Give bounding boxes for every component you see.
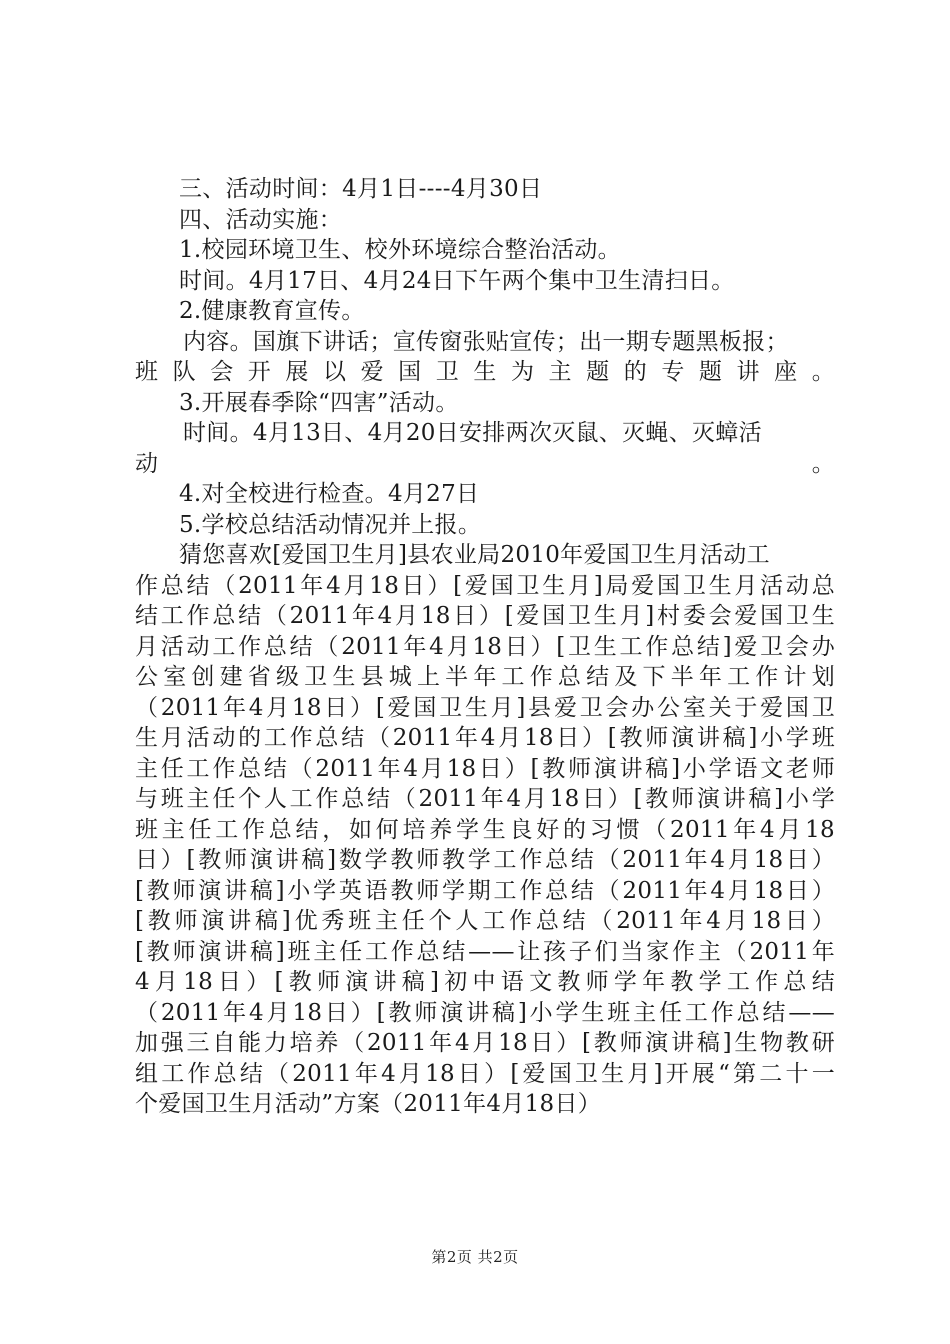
text-line: 3.开展春季除“四害”活动。 [179, 389, 459, 416]
text-line: 生月活动的工作总结（2011年4月18日）[教师演讲稿]小学班 [135, 725, 835, 751]
text-line: 2.健康教育宣传。 [179, 298, 365, 324]
text-line: [教师演讲稿]优秀班主任个人工作总结（2011年4月18日） [135, 908, 835, 934]
text-line: 三、活动时间：4月1日----4月30日 [179, 176, 543, 202]
page-footer [0, 1246, 950, 1267]
text-line: 月活动工作总结（2011年4月18日）[卫生工作总结]爱卫会办 [135, 633, 835, 660]
text-line: 班主任工作总结，如何培养学生良好的习惯（2011年4月18 [135, 816, 835, 843]
text-line: 班队会开展以爱国卫生为主题的专题讲座。 [135, 359, 835, 385]
text-line: 时间。4月13日、4月20日安排两次灭鼠、灭蝇、灭蟑活 [183, 420, 762, 446]
text-line: 动。 [135, 450, 835, 477]
text-line: （2011年4月18日）[教师演讲稿]小学生班主任工作总结—— [135, 999, 835, 1026]
text-line: 日）[教师演讲稿]数学教师教学工作总结（2011年4月18日） [135, 847, 835, 873]
text-line: 结工作总结（2011年4月18日）[爱国卫生月]村委会爱国卫生 [135, 603, 835, 629]
text-line: 与班主任个人工作总结（2011年4月18日）[教师演讲稿]小学 [135, 786, 835, 812]
text-line: 时间。4月17日、4月24日下午两个集中卫生清扫日。 [179, 267, 735, 294]
text-line: [教师演讲稿]班主任工作总结——让孩子们当家作主（2011年 [135, 938, 835, 965]
text-line: 公室创建省级卫生县城上半年工作总结及下半年工作计划 [135, 664, 835, 690]
text-line: 5.学校总结活动情况并上报。 [179, 511, 482, 538]
text-line: 4月18日）[教师演讲稿]初中语文教师学年教学工作总结 [135, 969, 835, 995]
text-line: 猜您喜欢[爱国卫生月]县农业局2010年爱国卫生月活动工 [179, 542, 770, 568]
text-line: 四、活动实施： [179, 206, 343, 233]
text-line: 内容。国旗下讲话；宣传窗张贴宣传；出一期专题黑板报； [183, 328, 789, 355]
document-body [135, 174, 835, 1120]
text-line: 1.校园环境卫生、校外环境综合整治活动。 [179, 237, 621, 263]
page-number: 第2页 共2页 [431, 1248, 519, 1266]
text-line: 组工作总结（2011年4月18日）[爱国卫生月]开展“第二十一 [135, 1060, 835, 1087]
text-line: 个爱国卫生月活动”方案（2011年4月18日） [135, 1091, 602, 1117]
text-line: （2011年4月18日）[爱国卫生月]县爱卫会办公室关于爱国卫 [135, 694, 835, 721]
text-line: 加强三自能力培养（2011年4月18日）[教师演讲稿]生物教研 [135, 1030, 835, 1056]
text-line: 作总结（2011年4月18日）[爱国卫生月]局爱国卫生月活动总 [135, 572, 835, 599]
text-line: 4.对全校进行检查。4月27日 [179, 481, 480, 507]
text-line: 主任工作总结（2011年4月18日）[教师演讲稿]小学语文老师 [135, 755, 835, 782]
text-line: [教师演讲稿]小学英语教师学期工作总结（2011年4月18日） [135, 877, 835, 904]
